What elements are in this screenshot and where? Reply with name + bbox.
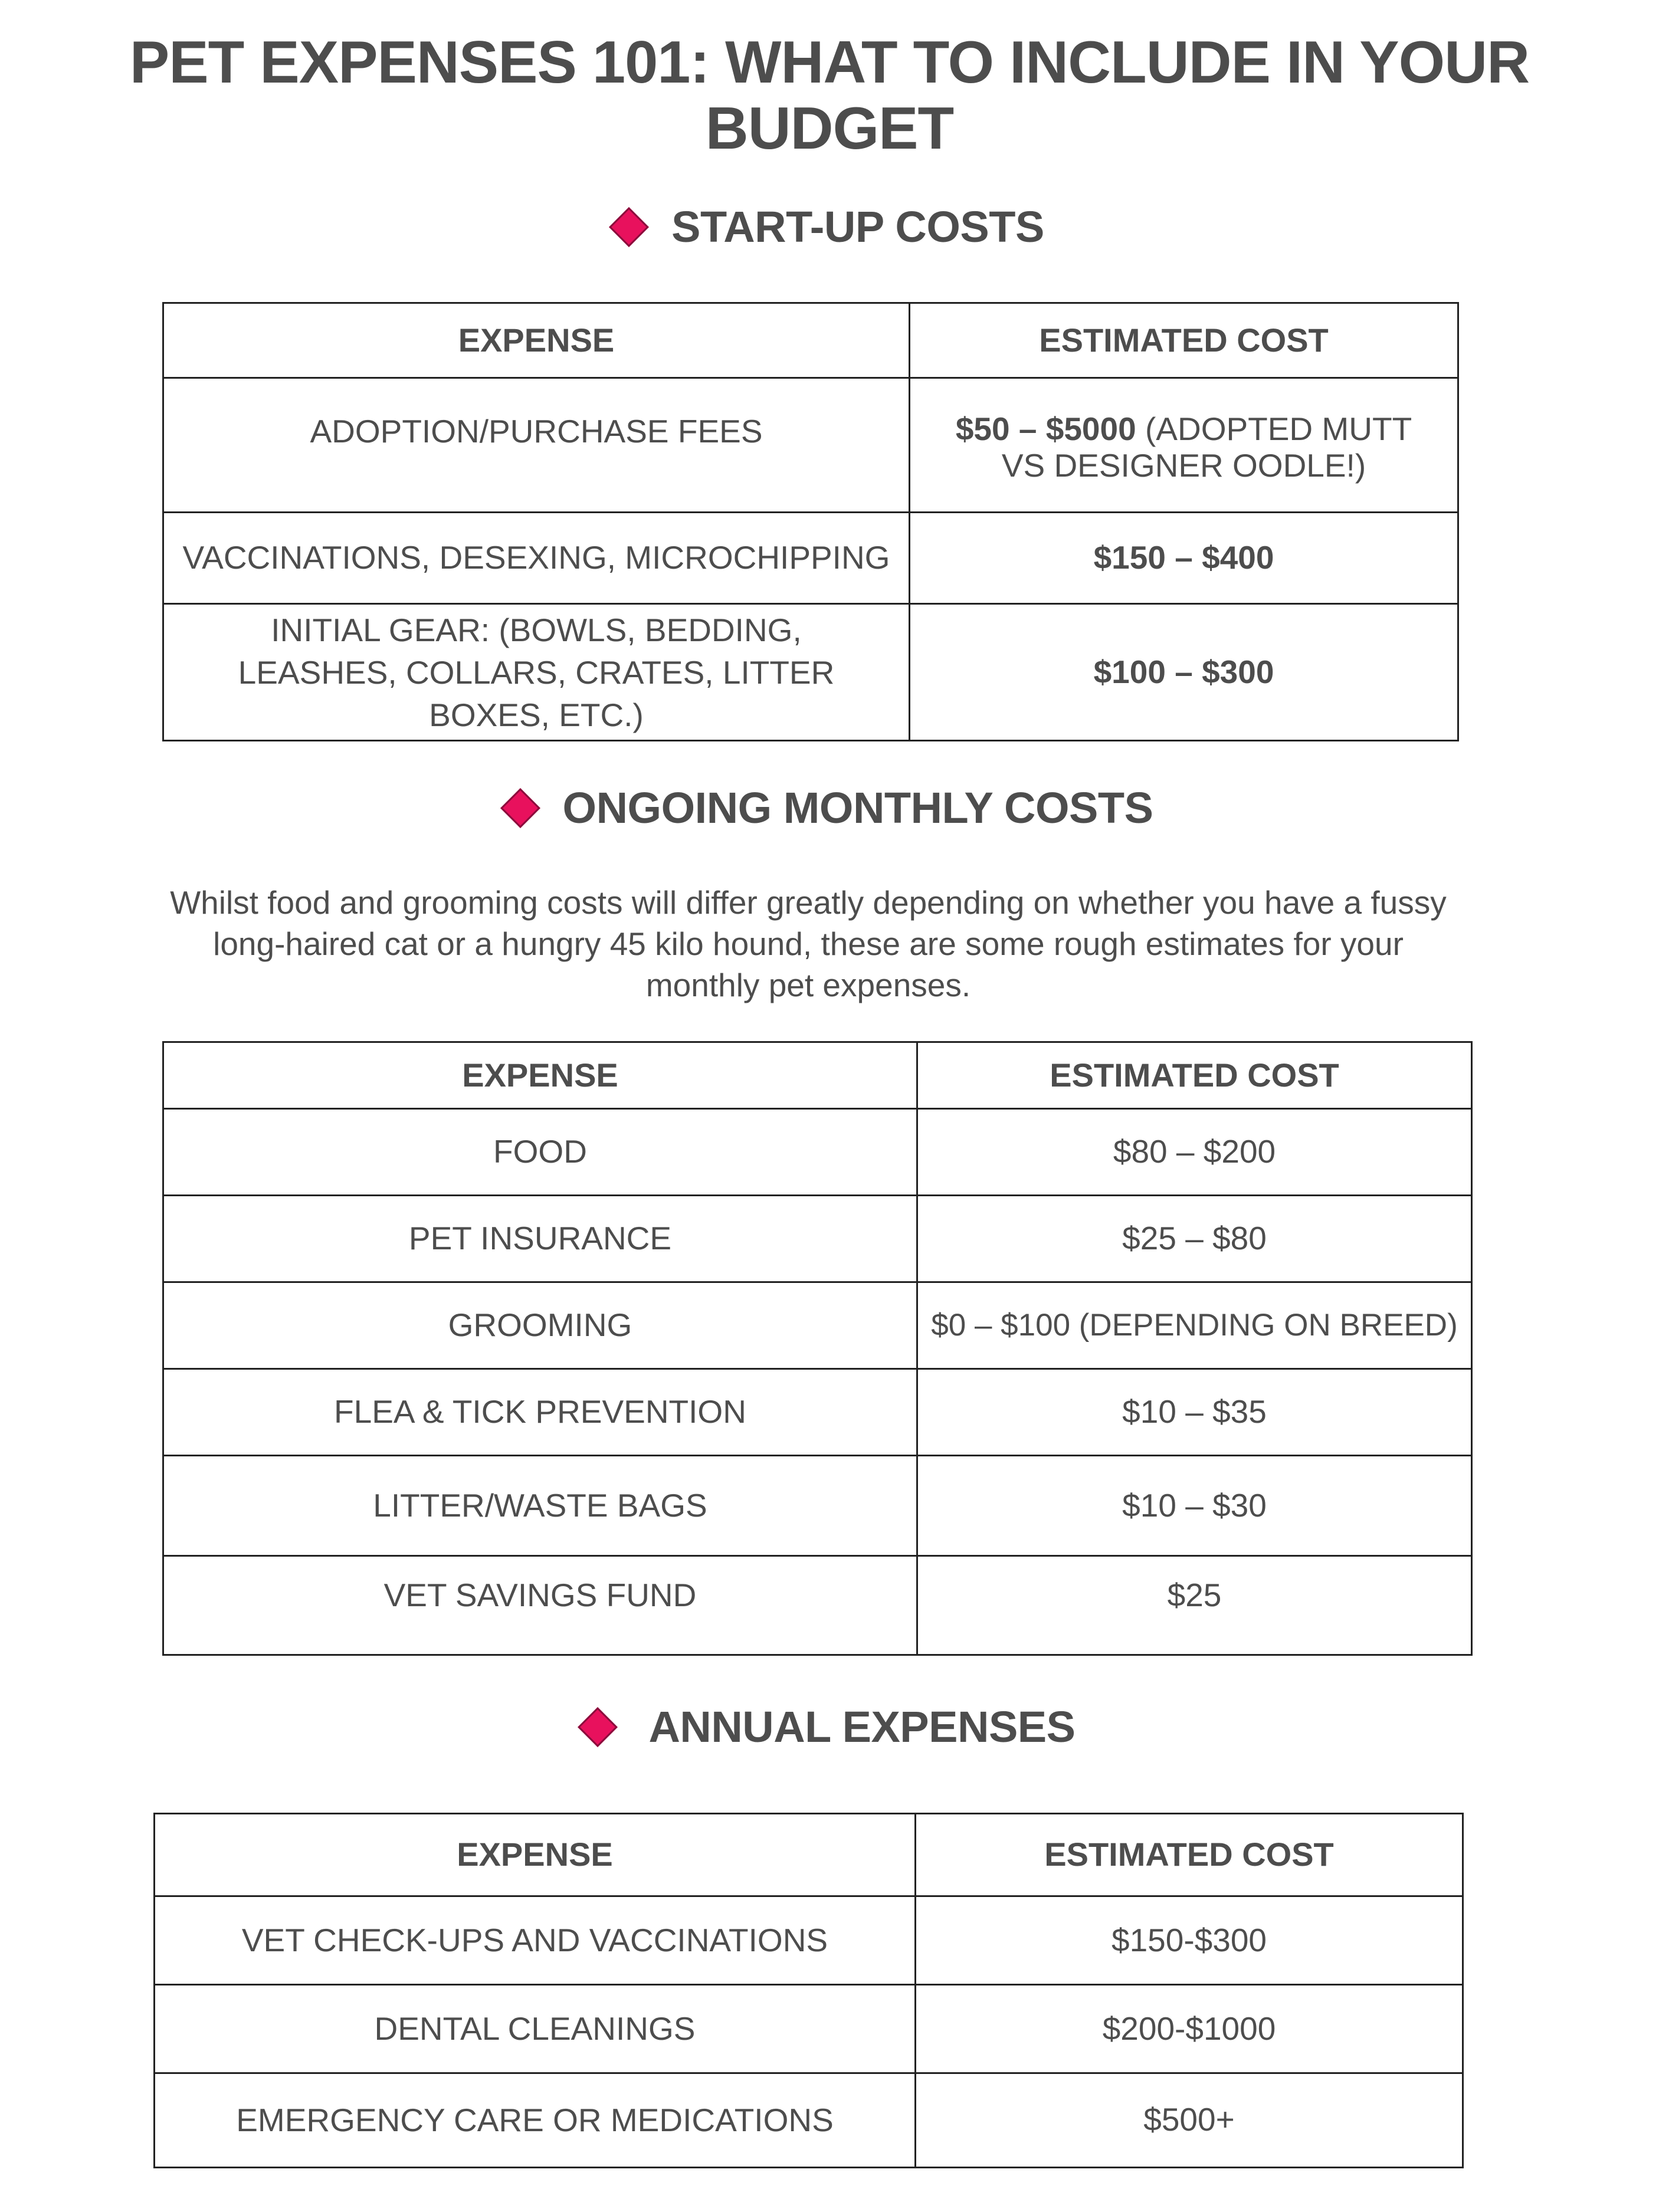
table-header-row [155,1814,1463,1896]
cost-cell: $25 [917,1556,1472,1655]
cost-cell: $0 – $100 (DEPENDING ON BREED) [917,1282,1472,1369]
monthly-intro-text: Whilst food and grooming costs will differ greatly depending on whether you have a fussy long-haired cat or a hungry 45 kilo hound, these are some rough estimates for your monthly pet expenses. [170,884,1447,1003]
cost-cell: $500+ [916,2073,1463,2168]
expense-cell: GROOMING [163,1282,917,1369]
table-row [163,1196,1472,1282]
table-row [163,1556,1472,1655]
monthly-costs-table [162,1041,1473,1656]
section-heading-startup [0,202,1659,252]
expense-cell: INITIAL GEAR: (BOWLS, BEDDING, LEASHES, COLLARS, CRATES, LITTER BOXES, ETC.) [163,604,910,741]
cost-cell: $150 – $400 [910,513,1458,604]
section-heading-annual [0,1702,1659,1752]
section-heading-annual-text: ANNUAL EXPENSES [648,1702,1076,1751]
table-row [163,378,1458,513]
cost-cell: $25 – $80 [917,1196,1472,1282]
expense-cell: FOOD [163,1109,917,1196]
expense-cell: FLEA & TICK PREVENTION [163,1369,917,1456]
expense-cell: DENTAL CLEANINGS [155,1985,916,2073]
cost-note-text: (ADOPTED MUTT VS DESIGNER OODLE!) [1001,411,1412,484]
table-row [155,1896,1463,1985]
table-row [163,1282,1472,1369]
expense-cell: VACCINATIONS, DESEXING, MICROCHIPPING [163,513,910,604]
diamond-bullet-icon [609,207,649,247]
expense-cell: VET SAVINGS FUND [163,1556,917,1655]
cost-cell [910,378,1458,513]
expense-cell: VET CHECK-UPS AND VACCINATIONS [155,1896,916,1985]
expense-header: EXPENSE [155,1814,916,1896]
expense-cell: PET INSURANCE [163,1196,917,1282]
cost-cell: $200-$1000 [916,1985,1463,2073]
page-title: PET EXPENSES 101: WHAT TO INCLUDE IN YOUR BUDGET [129,29,1530,162]
cost-header: ESTIMATED COST [916,1814,1463,1896]
cost-cell: $10 – $30 [917,1456,1472,1556]
table-header-row [163,303,1458,378]
cost-cell: $10 – $35 [917,1369,1472,1456]
table-row [155,2073,1463,2168]
expense-cell: LITTER/WASTE BAGS [163,1456,917,1556]
table-row [163,1109,1472,1196]
section-heading-startup-text: START-UP COSTS [671,202,1044,251]
annual-expenses-table [153,1813,1464,2168]
table-row [163,604,1458,741]
section-heading-monthly-text: ONGOING MONTHLY COSTS [562,783,1153,832]
cost-cell: $100 – $300 [910,604,1458,741]
cost-cell: $80 – $200 [917,1109,1472,1196]
cost-cell: $150-$300 [916,1896,1463,1985]
table-row [155,1985,1463,2073]
diamond-bullet-icon [500,788,540,828]
startup-costs-table [162,302,1459,741]
table-row [163,1456,1472,1556]
section-heading-monthly [0,783,1659,833]
cost-header: ESTIMATED COST [917,1042,1472,1109]
table-row [163,513,1458,604]
expense-cell: EMERGENCY CARE OR MEDICATIONS [155,2073,916,2168]
cost-bold-text: $50 – $5000 [955,411,1136,447]
table-row [163,1369,1472,1456]
expense-cell: ADOPTION/PURCHASE FEES [163,378,910,513]
diamond-bullet-icon [578,1707,618,1747]
expense-header: EXPENSE [163,1042,917,1109]
expense-header: EXPENSE [163,303,910,378]
cost-header: ESTIMATED COST [910,303,1458,378]
table-header-row [163,1042,1472,1109]
